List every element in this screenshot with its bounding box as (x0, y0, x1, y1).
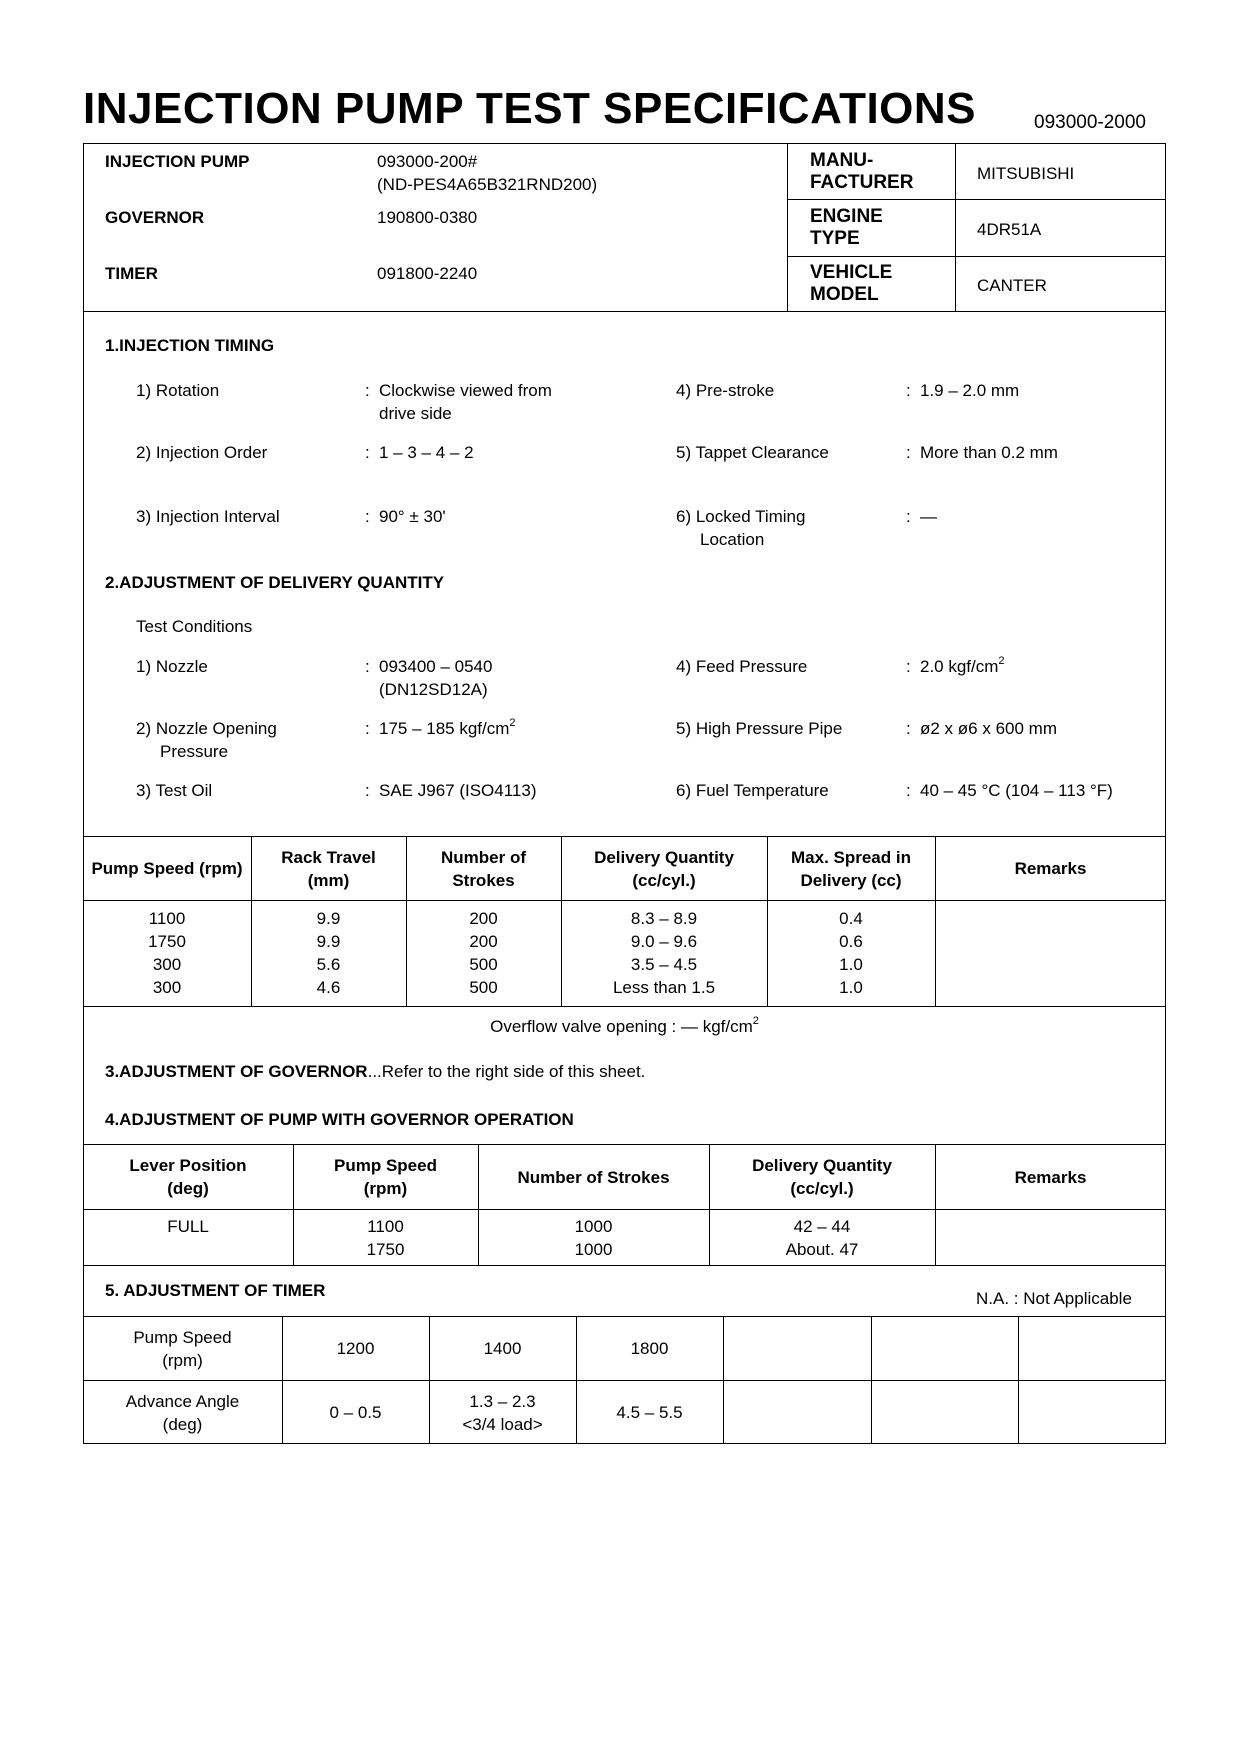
header-line: (deg) (167, 1179, 209, 1198)
governor-value: 190800-0380 (377, 208, 478, 227)
vehicle-label-line2: MODEL (810, 284, 879, 305)
table-cell: 0.6 (839, 932, 863, 951)
colon: : (906, 443, 911, 462)
manufacturer-label-line2: FACTURER (810, 172, 914, 193)
col-header-delivery-quantity (561, 837, 767, 900)
injection-interval-label: 3) Injection Interval (136, 507, 280, 526)
tappet-clearance-value: More than 0.2 mm (920, 443, 1058, 462)
cell-line: <3/4 load> (462, 1414, 543, 1434)
injection-pump-value: 093000-200# (377, 152, 478, 171)
vehicle-label-line1: VEHICLE (810, 262, 893, 283)
injection-order-value: 1 – 3 – 4 – 2 (379, 443, 474, 462)
column-delivery-quantity (561, 907, 767, 999)
header-line: Strokes (452, 870, 515, 890)
test-conditions-label: Test Conditions (136, 617, 253, 636)
nozzle-label: 1) Nozzle (136, 657, 208, 676)
header-line: Max. Spread in (791, 847, 911, 867)
colon: : (906, 719, 911, 738)
divider (787, 143, 788, 311)
section-heading: 3.ADJUSTMENT OF GOVERNOR (105, 1062, 368, 1081)
header-line: Lever Position (129, 1156, 247, 1175)
manufacturer-label-line1: MANU- (810, 150, 874, 171)
colon: : (365, 381, 370, 400)
section-delivery-quantity-heading: 2.ADJUSTMENT OF DELIVERY QUANTITY (105, 573, 445, 592)
table-cell (871, 1317, 1018, 1380)
table-cell: 1.0 (839, 955, 863, 974)
column-number-of-strokes (478, 1215, 709, 1261)
divider (83, 900, 1166, 901)
col-header-remarks: Remarks (1014, 859, 1087, 878)
col-header-lever-position (83, 1145, 293, 1209)
overflow-text: Overflow valve opening : — kgf/cm (490, 1017, 753, 1036)
table-cell: 200 (469, 909, 498, 928)
table-cell: 200 (469, 932, 498, 951)
superscript: 2 (509, 717, 516, 729)
table-cell: 1.0 (839, 978, 863, 997)
divider (83, 1265, 1166, 1266)
table-cell: 9.9 (316, 909, 341, 928)
table-cell: About. 47 (785, 1240, 859, 1259)
table-cell: 4.6 (316, 978, 341, 997)
header-line: (mm) (307, 870, 350, 890)
row-header-pump-speed (83, 1317, 282, 1380)
table-cell: 1800 (630, 1339, 669, 1358)
manufacturer-value: MITSUBISHI (977, 164, 1075, 183)
colon: : (365, 507, 370, 526)
table-cell: 1100 (367, 1217, 404, 1236)
header-line: Delivery (cc) (800, 870, 902, 890)
superscript: 2 (998, 655, 1005, 667)
section-timer-heading: 5. ADJUSTMENT OF TIMER (105, 1281, 326, 1300)
nozzle-opening-label: 2) Nozzle Opening (136, 719, 277, 738)
col-header-rack-travel (251, 837, 406, 900)
fuel-temperature-value: 40 – 45 °C (104 – 113 °F) (920, 781, 1113, 800)
column-rack-travel (251, 907, 406, 999)
table-cell: 3.5 – 4.5 (630, 955, 698, 974)
col-header-number-of-strokes: Number of Strokes (517, 1167, 670, 1187)
engine-type-value: 4DR51A (977, 220, 1042, 239)
table-cell: 500 (469, 955, 498, 974)
table-cell: 300 (152, 978, 182, 997)
rotation-value-line2: drive side (379, 404, 452, 423)
column-lever-position (83, 1215, 293, 1238)
divider (787, 199, 1166, 200)
table-cell: 1000 (574, 1217, 613, 1236)
page-title: INJECTION PUMP TEST SPECIFICATIONS (83, 84, 977, 133)
engine-type-label (810, 206, 883, 250)
table-cell: 1100 (148, 909, 186, 928)
timer-value: 091800-2240 (377, 264, 478, 283)
injection-interval-value: 90° ± 30' (379, 507, 446, 526)
section-injection-timing-heading: 1.INJECTION TIMING (105, 336, 275, 355)
locked-timing-value: — (920, 507, 937, 526)
nozzle-opening-label-line2: Pressure (160, 742, 229, 761)
nozzle-value: 093400 – 0540 (379, 657, 493, 676)
column-number-of-strokes (406, 907, 561, 999)
header-line: Pump Speed (133, 1327, 232, 1347)
header-line: Delivery Quantity (752, 1156, 892, 1175)
rotation-label: 1) Rotation (136, 381, 220, 400)
colon: : (906, 381, 911, 400)
header-line: (deg) (162, 1414, 203, 1434)
tappet-clearance-label: 5) Tappet Clearance (676, 443, 829, 462)
table-cell: 1750 (366, 1240, 405, 1259)
test-oil-label: 3) Test Oil (136, 781, 213, 800)
feed-pressure-value-text: 2.0 kgf/cm (920, 657, 999, 676)
nozzle-opening-value (379, 719, 516, 739)
table-cell (1018, 1381, 1166, 1444)
not-applicable-note: N.A. : Not Applicable (976, 1289, 1132, 1308)
engine-label-line1: ENGINE (810, 206, 883, 227)
section-governor-operation-heading: 4.ADJUSTMENT OF PUMP WITH GOVERNOR OPERATION (105, 1110, 574, 1129)
col-header-delivery-quantity (709, 1145, 935, 1209)
manufacturer-label (810, 150, 913, 194)
table-cell: FULL (167, 1217, 209, 1236)
timer-label: TIMER (105, 264, 158, 283)
nozzle-model: (DN12SD12A) (379, 680, 488, 699)
table-cell (723, 1381, 871, 1444)
header-line: (cc/cyl.) (632, 870, 696, 890)
document-number: 093000-2000 (1034, 112, 1146, 133)
header-line: (rpm) (363, 1179, 408, 1198)
superscript: 2 (752, 1015, 759, 1027)
colon: : (365, 657, 370, 676)
overflow-valve-note (83, 1017, 1166, 1037)
colon: : (365, 443, 370, 462)
fuel-temperature-label: 6) Fuel Temperature (676, 781, 829, 800)
table-cell: 4.5 – 5.5 (616, 1403, 683, 1422)
vehicle-model-label (810, 262, 892, 306)
column-max-spread (767, 907, 935, 999)
col-header-remarks: Remarks (1014, 1167, 1087, 1187)
header-line: (rpm) (162, 1350, 203, 1370)
nozzle-opening-value-text: 175 – 185 kgf/cm (379, 719, 510, 738)
injection-order-label: 2) Injection Order (136, 443, 268, 462)
divider (83, 311, 1166, 312)
table-cell: 1000 (574, 1240, 613, 1259)
table-cell: 1200 (336, 1339, 375, 1358)
test-oil-value: SAE J967 (ISO4113) (379, 781, 537, 800)
table-cell: 5.6 (316, 955, 341, 974)
column-pump-speed (293, 1215, 478, 1261)
vehicle-model-value: CANTER (977, 276, 1047, 295)
colon: : (906, 657, 911, 676)
prestroke-value: 1.9 – 2.0 mm (920, 381, 1020, 400)
injection-pump-label: INJECTION PUMP (105, 152, 250, 171)
header-line: (cc/cyl.) (790, 1179, 854, 1198)
locked-timing-label: 6) Locked Timing (676, 507, 806, 526)
rotation-value: Clockwise viewed from (379, 381, 552, 400)
table-cell: 1750 (148, 932, 186, 951)
section-governor-adjustment (105, 1062, 645, 1082)
table-cell (871, 1381, 1018, 1444)
injection-pump-model: (ND-PES4A65B321RND200) (377, 175, 598, 194)
table-cell: 8.3 – 8.9 (630, 909, 698, 928)
table-cell (723, 1317, 871, 1380)
header-line: Advance Angle (125, 1391, 240, 1411)
divider (83, 1209, 1166, 1210)
table-cell (1018, 1317, 1166, 1380)
header-line: Delivery Quantity (594, 847, 734, 867)
col-header-pump-speed: Pump Speed (rpm) (91, 859, 243, 878)
col-header-number-of-strokes (406, 837, 561, 900)
colon: : (906, 781, 911, 800)
colon: : (365, 719, 370, 738)
divider (787, 256, 1166, 257)
table-cell: 500 (469, 978, 498, 997)
table-cell: 9.9 (316, 932, 341, 951)
column-delivery-quantity (709, 1215, 935, 1261)
table-cell: 0.4 (839, 909, 863, 928)
divider (955, 143, 956, 311)
header-line: Number of (441, 847, 526, 867)
table-cell: 9.0 – 9.6 (630, 932, 698, 951)
high-pressure-pipe-label: 5) High Pressure Pipe (676, 719, 843, 738)
row-header-advance-angle (83, 1381, 282, 1444)
governor-label: GOVERNOR (105, 208, 205, 227)
table-cell: 300 (152, 955, 182, 974)
engine-label-line2: TYPE (810, 228, 860, 249)
colon: : (906, 507, 911, 526)
table-cell (429, 1381, 576, 1444)
prestroke-label: 4) Pre-stroke (676, 381, 775, 400)
table-cell: Less than 1.5 (612, 978, 716, 997)
locked-timing-label-line2: Location (700, 530, 765, 549)
column-pump-speed (83, 907, 251, 999)
table-cell: 42 – 44 (793, 1217, 851, 1236)
feed-pressure-value (920, 657, 1005, 677)
header-line: Pump Speed (334, 1156, 437, 1175)
table-cell: 1400 (483, 1339, 522, 1358)
table-cell: 0 – 0.5 (329, 1403, 382, 1422)
colon: : (365, 781, 370, 800)
divider (83, 1006, 1166, 1007)
col-header-pump-speed (293, 1145, 478, 1209)
col-header-max-spread (767, 837, 935, 900)
feed-pressure-label: 4) Feed Pressure (676, 657, 808, 676)
high-pressure-pipe-value: ø2 x ø6 x 600 mm (920, 719, 1057, 738)
cell-line: 1.3 – 2.3 (469, 1391, 536, 1411)
header-line: Rack Travel (281, 847, 376, 867)
section-note: ...Refer to the right side of this sheet. (367, 1062, 646, 1081)
